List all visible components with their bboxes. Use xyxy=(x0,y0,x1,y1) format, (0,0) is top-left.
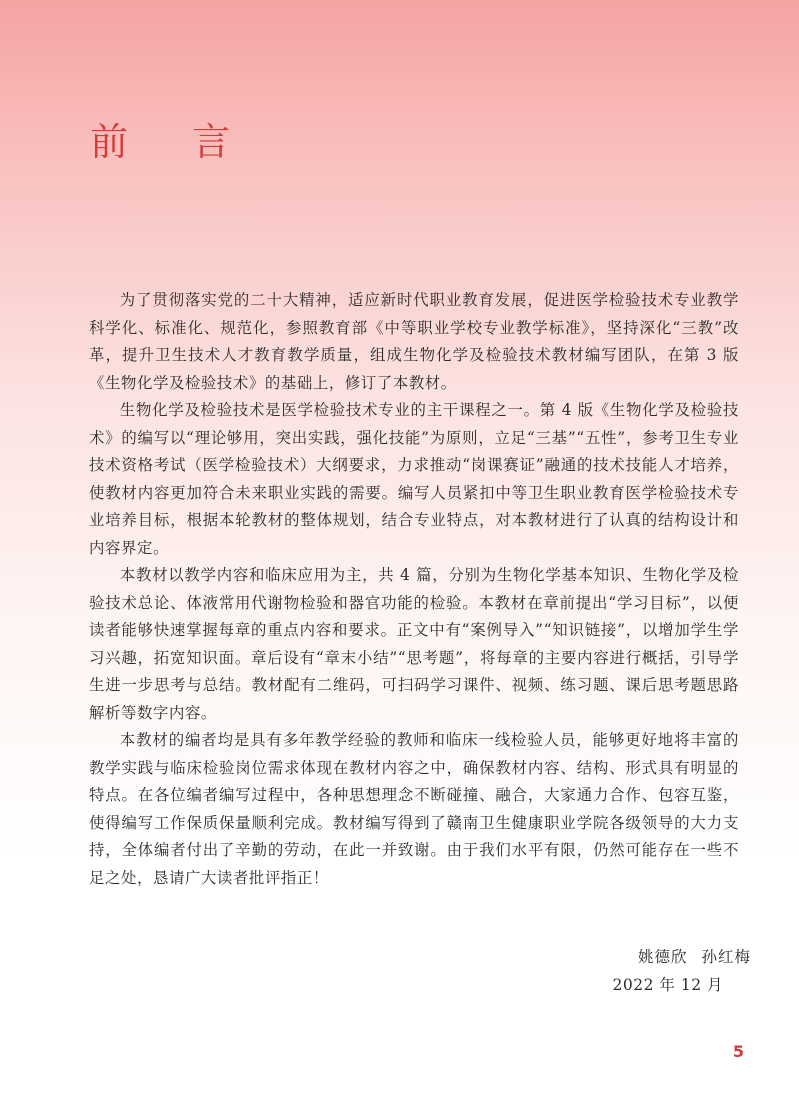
preface-paragraph-1: 为了贯彻落实党的二十大精神，适应新时代职业教育发展，促进医学检验技术专业教学科学化、标准化、规范化，参照教育部《中等职业学校专业教学标准》，坚持深化“三教”改革，提升卫生技术人才教育教学质量，组成生物化学及检验技术教材编写团队，在第 3 版《生物化学及检验技术》的基础上，修订了本教材。 xyxy=(89,291,739,392)
page-title: 前 言 xyxy=(90,120,257,164)
preface-paragraph-2: 生物化学及检验技术是医学检验技术专业的主干课程之一。第 4 版《生物化学及检验技术》的编写以“理论够用，突出实践，强化技能”为原则，立足“三基”“五性”，参考卫生专业技术资格考试（医学检验技术）大纲要求，力求推动“岗课赛证”融通的技术技能人才培养，使教材内容更加符合未来职业实践的需要。编写人员紧扣中等卫生职业教育医学检验技术专业培养目标，根据本轮教材的整体规划，结合专业特点，对本教材进行了认真的结构设计和内容界定。 xyxy=(89,401,739,557)
preface-body xyxy=(89,287,739,892)
signature-date: 2022 年 12 月 xyxy=(612,976,723,994)
author-name-2: 孙红梅 xyxy=(701,948,751,966)
author-names xyxy=(451,944,751,971)
preface-paragraph-3: 本教材以教学内容和临床应用为主，共 4 篇，分别为生物化学基本知识、生物化学及检验技术总论、体液常用代谢物检验和器官功能的检验。本教材在章前提出“学习目标”，以便读者能够快速掌握每章的重点内容和要求。正文中有“案例导入”“知识链接”，以增加学生学习兴趣，拓宽知识面。章后设有“章末小结”“思考题”，将每章的主要内容进行概括，引导学生进一步思考与总结。教材配有二维码，可扫码学习课件、视频、练习题、课后思考题思路解析等数字内容。 xyxy=(89,566,739,722)
signature-block xyxy=(451,944,751,999)
preface-paragraph-4: 本教材的编者均是具有多年教学经验的教师和临床一线检验人员，能够更好地将丰富的教学实践与临床检验岗位需求体现在教材内容之中，确保教材内容、结构、形式具有明显的特点。在各位编者编写过程中，各种思想理念不断碰撞、融合，大家通力合作、包容互鉴，使得编写工作保质保量顺利完成。教材编写得到了赣南卫生健康职业学院各级领导的大力支持，全体编者付出了辛勤的劳动，在此一并致谢。由于我们水平有限，仍然可能存在一些不足之处，恳请广大读者批评指正！ xyxy=(89,731,739,887)
author-name-1: 姚德欣 xyxy=(637,948,688,966)
page-number: 5 xyxy=(732,1042,744,1061)
